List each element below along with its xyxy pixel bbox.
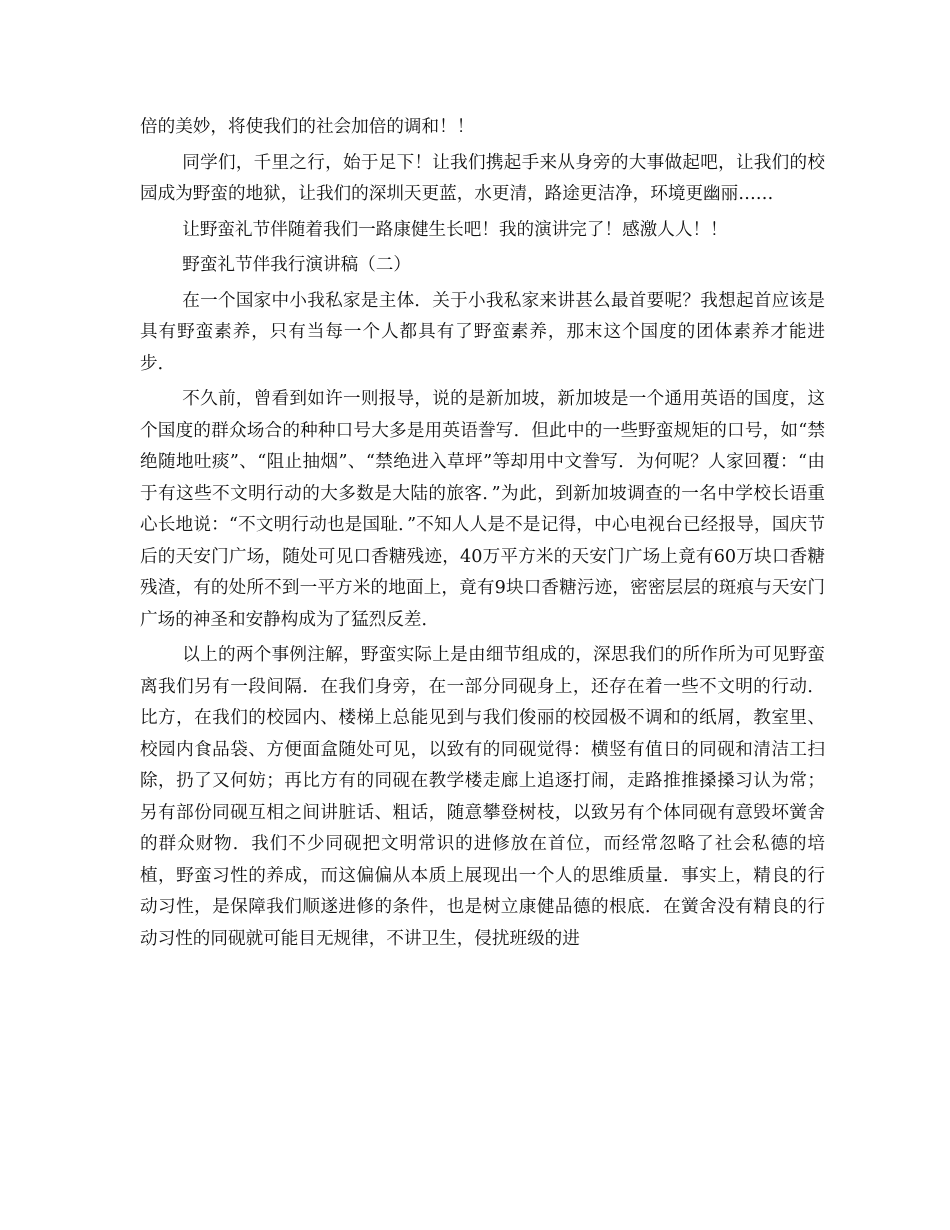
- paragraph-call-to-action: 同学们，千里之行，始于足下！让我们携起手来从身旁的大事做起吧，让我们的校园成为野蛮的地狱，让我们的深圳天更蓝，水更清，路途更洁净，环境更幽丽……: [140, 152, 825, 204]
- paragraph-singapore-example: 不久前，曾看到如许一则报导，说的是新加坡，新加坡是一个通用英语的国度，这个国度的群众场合的种种口号大多是用英语誊写．但此中的一些野蛮规矩的口号，如“禁绝随地吐痰”、“阻止抽烟”、“禁绝进入草坪”等却用中文誊写．为何呢？人家回覆：“由于有这些不文明行动的大多数是大陆的旅客．”为此，到新加坡调查的一名中学校长语重心长地说：“不文明行动也是国耻．”不知人人是不是记得，中心电视台已经报导，国庆节后的天安门广场，随处可见口香糖残迹，40万平方米的天安门广场上竟有60万块口香糖残渣，有的处所不到一平方米的地面上，竟有9块口香糖污迹，密密层层的斑痕与天安门广场的神圣和安静构成为了猛烈反差．: [140, 389, 825, 630]
- paragraph-intro: 在一个国家中小我私家是主体．关于小我私家来讲甚么最首要呢？我想起首应该是具有野蛮素养，只有当每一个人都具有了野蛮素养，那末这个国度的团体素养才能进步．: [140, 290, 825, 374]
- section-title: 野蛮礼节伴我行演讲稿（二）: [182, 255, 411, 275]
- paragraph-continuation: 倍的美妙，将使我们的社会加倍的调和！！: [140, 117, 475, 137]
- body-text: [140, 112, 825, 959]
- paragraph-school-behavior: 以上的两个事例注解，野蛮实际上是由细节组成的，深思我们的所作所为可见野蛮离我们另有一段间隔．在我们身旁，在一部分同砚身上，还存在着一些不文明的行动．比方，在我们的校园内、楼梯上总能见到与我们俊丽的校园极不调和的纸屑，教室里、校园内食品袋、方便面盒随处可见，以致有的同砚觉得：横竖有值日的同砚和清洁工扫除，扔了又何妨；再比方有的同砚在教学楼走廊上追逐打闹，走路推推搡搡习认为常；另有部份同砚互相之间讲脏话、粗话，随意攀登树枝，以致另有个体同砚有意毁坏黉舍的群众财物．我们不少同砚把文明常识的进修放在首位，而经常忽略了社会私德的培植，野蛮习性的养成，而这偏偏从本质上展现出一个人的思维质量．事实上，精良的行动习性，是保障我们顺遂进修的条件，也是树立康健品德的根底．在黉舍没有精良的行动习性的同砚就可能目无规律，不讲卫生，侵扰班级的进: [140, 645, 825, 949]
- paragraph-closing: 让野蛮礼节伴随着我们一路康健生长吧！我的演讲完了！感激人人！！: [182, 219, 728, 240]
